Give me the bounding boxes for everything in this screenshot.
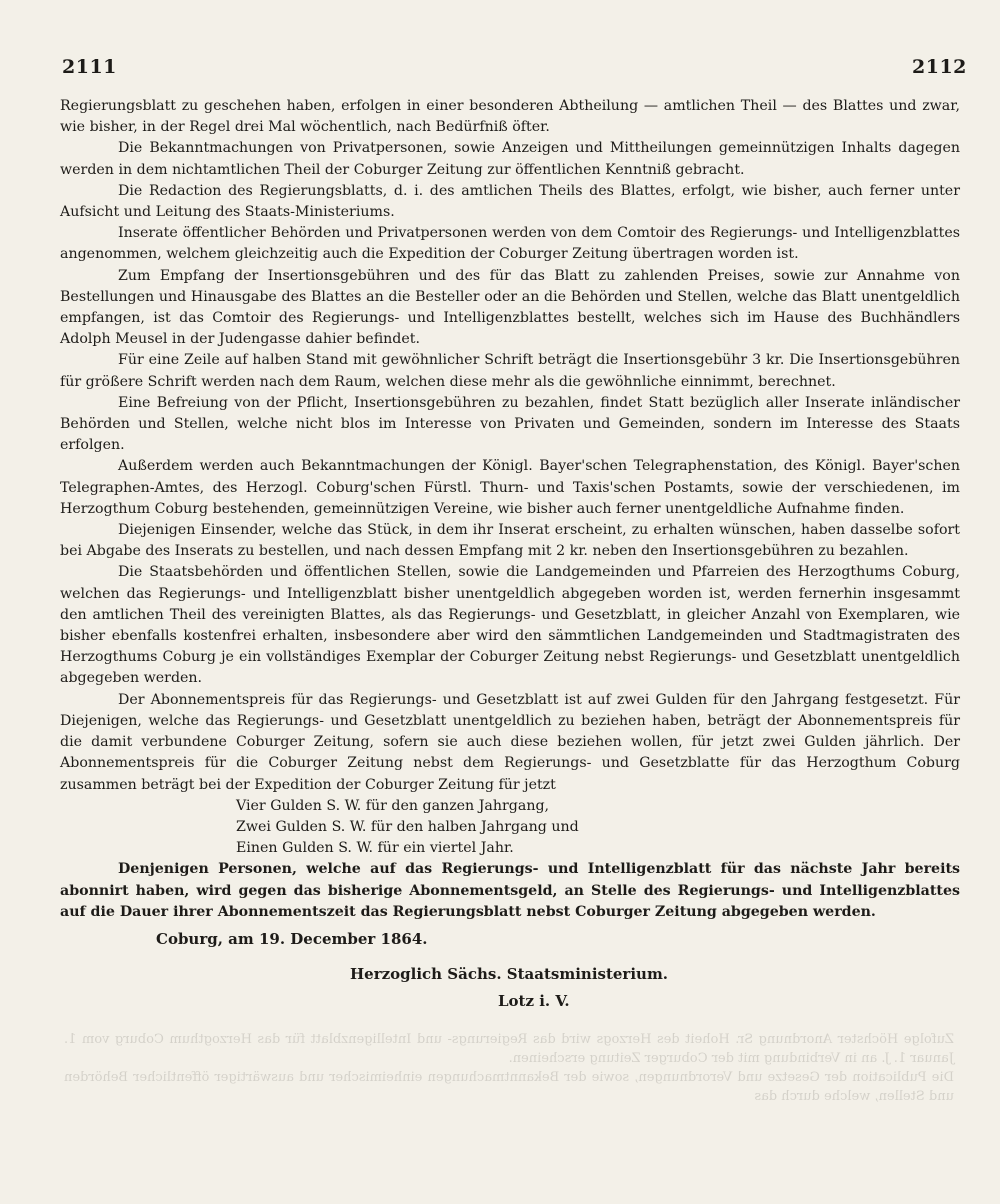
rate-list [236, 796, 960, 860]
rate-item: Einen Gulden S. W. für ein viertel Jahr. [236, 840, 514, 857]
page-number-right: 2112 [912, 56, 967, 78]
paragraph: Außerdem werden auch Bekanntmachungen der Königl. Bayer'schen Telegraphenstation, des Königl. Bayer'schen Telegraphen-Amtes, des Herzogl. Coburg'schen Fürstl. Thurn- und Taxis'schen Postamts, sowie der verschiedenen, im Herzogthum Coburg bestehenden, gemeinnützigen Vereine, wie bisher auch ferner unentgeldliche Aufnahme finden. [60, 458, 960, 517]
paragraph: Die Staatsbehörden und öffentlichen Stellen, sowie die Landgemeinden und Pfarreien des Herzogthums Coburg, welchen das Regierungs- und Intelligenzblatt bisher unentgeldlich abgegeben worden ist, werden fernerhin insgesammt den amtlichen Theil des vereinigten Blattes, als das Regierungs- und Gesetzblatt, in gleicher Anzahl von Exemplaren, wie bisher ebenfalls kostenfrei erhalten, insbesondere aber wird den sämmtlichen Landgemeinden und Stadtmagistraten des Herzogthums Coburg je ein vollständiges Exemplar der Coburger Zeitung nebst Regierungs- und Gesetzblatt unentgeldlich abgegeben werden. [60, 564, 960, 687]
closing-paragraph: Denjenigen Personen, welche auf das Regierungs- und Intelligenzblatt für das nächste Jahr bereits abonnirt haben, wird gegen das bisherige Abonnementsgeld, an Stelle des Regierungs- und Intelligenzblattes auf die Dauer ihrer Abonnementszeit das Regierungsblatt nebst Coburger Zeitung abgegeben werden. [60, 861, 960, 920]
paragraph: Eine Befreiung von der Pflicht, Insertionsgebühren zu bezahlen, findet Statt bezüglich aller Inserate inländischer Behörden und Stellen, welche nicht blos im Interesse von Privaten und Gemeinden, sondern im Interesse des Staats erfolgen. [60, 394, 960, 454]
signature-signer: Lotz i. V. [498, 992, 570, 1011]
bleed-through-line: Zufolge Höchster Anordnung Sr. Hoheit des Herzogs wird das Regierungs- und Intelligenzblatt für das Herzogthum Coburg vom 1. Januar 1. J. an in Verbindung mit der Coburger Zeitung erscheinen. [64, 1032, 954, 1066]
paragraph: Die Redaction des Regierungsblatts, d. i. des amtlichen Theils des Blattes, erfolgt, wie bisher, auch ferner unter Aufsicht und Leitung des Staats-Ministeriums. [60, 182, 960, 221]
paragraph: Zum Empfang der Insertionsgebühren und des für das Blatt zu zahlenden Preises, sowie zur Annahme von Bestellungen und Hinausgabe des Blattes an die Besteller oder an die Behörden und Stellen, welche das Blatt unentgeldlich empfangen, ist das Comtoir des Regierungs- und Intelligenzblattes bestellt, welches sich im Hause des Buchhändlers Adolph Meusel in der Judengasse dahier befindet. [60, 267, 960, 348]
page-number-left: 2111 [62, 56, 117, 78]
rate-item: Vier Gulden S. W. für den ganzen Jahrgang, [236, 797, 550, 814]
bleed-through-text [64, 1030, 954, 1106]
bleed-through-line: Die Publication der Gesetze und Verordnungen, sowie der Bekanntmachungen einheimischer und auswärtiger öffentlicher Behörden und Stellen, welche durch das [64, 1070, 954, 1104]
paragraph: Regierungsblatt zu geschehen haben, erfolgen in einer besonderen Abtheilung — amtlichen Theil — des Blattes und zwar, wie bisher, in der Regel drei Mal wöchentlich, nach Bedürfniß öfter. [60, 98, 960, 136]
paragraph: Inserate öffentlicher Behörden und Privatpersonen werden von dem Comtoir des Regierungs- und Intelligenzblattes angenommen, welchem gleichzeitig auch die Expedition der Coburger Zeitung übertragen worden ist. [60, 225, 960, 263]
document-body [60, 96, 960, 1013]
paragraph: Der Abonnementspreis für das Regierungs- und Gesetzblatt ist auf zwei Gulden für den Jahrgang festgesetzt. Für Diejenigen, welche das Regierungs- und Gesetzblatt unentgeldlich zu beziehen haben, beträgt der Abonnementspreis für die damit verbundene Coburger Zeitung, sofern sie auch diese beziehen wollen, für jetzt zwei Gulden jährlich. Der Abonnementspreis für die Coburger Zeitung nebst dem Regierungs- und Gesetzblatte für das Herzogthum Coburg zusammen beträgt bei der Expedition der Coburger Zeitung für jetzt [60, 691, 960, 793]
paragraph: Für eine Zeile auf halben Stand mit gewöhnlicher Schrift beträgt die Insertionsgebühr 3 kr. Die Insertionsgebühren für größere Schrift werden nach dem Raum, welchen diese mehr als die gewöhnliche einnimmt, berechnet. [60, 352, 960, 390]
rate-item: Zwei Gulden S. W. für den halben Jahrgang und [236, 818, 579, 835]
paragraph: Diejenigen Einsender, welche das Stück, in dem ihr Inserat erscheint, zu erhalten wünschen, haben dasselbe sofort bei Abgabe des Inserats zu bestellen, und nach dessen Empfang mit 2 kr. neben den Insertionsgebühren zu bezahlen. [60, 522, 960, 560]
date-line: Coburg, am 19. December 1864. [156, 929, 428, 948]
paragraph: Die Bekanntmachungen von Privatpersonen, sowie Anzeigen und Mittheilungen gemeinnützigen Inhalts dagegen werden in dem nichtamtlichen Theil der Coburger Zeitung zur öffentlichen Kenntniß gebracht. [60, 140, 960, 178]
signature-authority: Herzoglich Sächs. Staatsministerium. [350, 965, 669, 984]
